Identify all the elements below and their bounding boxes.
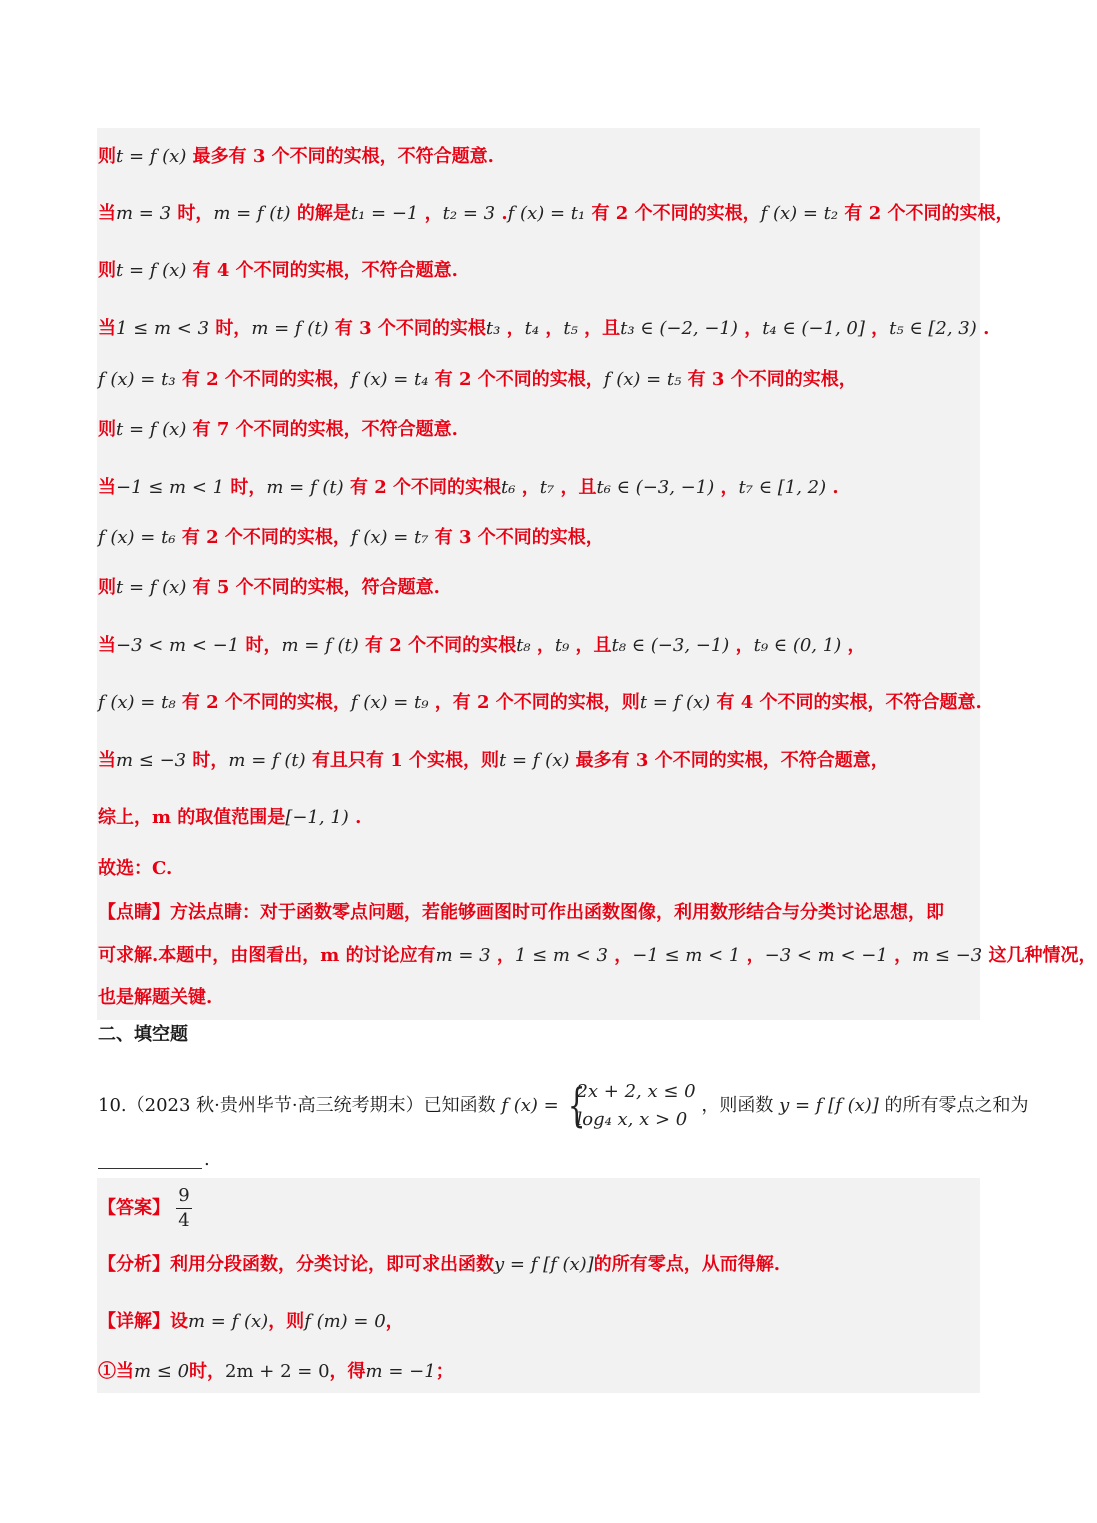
text-fragment: 则 — [98, 577, 116, 598]
detail-text-1: ，则 — [268, 1311, 305, 1332]
text-fragment: 当 — [98, 750, 116, 771]
case-text-3: ，得 — [329, 1361, 366, 1382]
solution-line — [98, 574, 980, 602]
math-expression: t₁ = −1 — [350, 203, 419, 224]
solution-line — [98, 899, 980, 927]
math-expression: t₇ ∈ [1, 2) — [738, 477, 827, 498]
text-fragment: 可求解.本题中，由图看出，m 的讨论应有 — [98, 945, 436, 966]
text-fragment: 有 3 个不同的实根， — [687, 369, 857, 390]
solution-line — [98, 747, 980, 775]
text-fragment: 有 3 个不同的实根， — [434, 527, 604, 548]
math-expression: −3 < m < −1 — [764, 945, 888, 966]
text-fragment: . — [355, 807, 362, 828]
math-expression: m = f (t) — [251, 318, 329, 339]
text-fragment: ， — [496, 945, 515, 966]
text-fragment: ， — [735, 635, 754, 656]
text-fragment: ， — [744, 318, 763, 339]
math-expression: t₄ ∈ (−1, 0] — [762, 318, 865, 339]
text-fragment: 当 — [98, 635, 116, 656]
text-fragment: 有 2 个不同的实根， — [181, 527, 351, 548]
analysis-text-1: 利用分段函数，分类讨论，即可求出函数 — [170, 1254, 494, 1275]
text-fragment: ，且 — [575, 635, 612, 656]
text-fragment: 时， — [177, 203, 214, 224]
solution-line — [98, 632, 980, 660]
answer-fraction — [176, 1184, 191, 1233]
math-expression: m = f (t) — [266, 477, 344, 498]
math-expression: t₃ — [485, 318, 501, 339]
math-expression: −1 ≤ m < 1 — [632, 945, 741, 966]
solution-line — [98, 416, 980, 444]
answer-blank — [98, 1150, 202, 1169]
detail-math-2: f (m) = 0 — [304, 1311, 386, 1332]
question-prefix: 10.（2023 秋·贵州毕节·高三统考期末）已知函数 — [98, 1095, 496, 1116]
text-fragment: 当 — [98, 318, 116, 339]
math-expression: f (x) = t₉ — [350, 692, 429, 713]
text-fragment: 时， — [230, 477, 267, 498]
function-fx: f (x) = — [501, 1095, 559, 1116]
text-fragment: 也是解题关键. — [98, 987, 213, 1008]
math-expression: t₆ — [501, 477, 516, 498]
case-math-1: m ≤ 0 — [134, 1361, 190, 1382]
text-fragment: . — [832, 477, 839, 498]
math-expression: t = f (x) — [116, 577, 187, 598]
text-fragment: 最多有 3 个不同的实根，不符合题意. — [192, 146, 494, 167]
math-expression: m ≤ −3 — [116, 750, 187, 771]
text-fragment: ， — [506, 318, 525, 339]
solution-line — [98, 257, 980, 285]
text-fragment: 当 — [98, 477, 116, 498]
text-fragment: 有 2 个不同的实根， — [181, 692, 351, 713]
math-expression: t = f (x) — [116, 146, 187, 167]
math-expression: m ≤ −3 — [912, 945, 983, 966]
analysis-line — [98, 1251, 980, 1279]
math-expression: f (x) = t₁ — [507, 203, 586, 224]
math-expression: f (x) = t₃ — [98, 369, 176, 390]
solution-line — [98, 200, 1014, 228]
math-expression: t₆ ∈ (−3, −1) — [596, 477, 715, 498]
text-fragment: . — [983, 318, 990, 339]
fraction-numerator: 9 — [176, 1184, 191, 1209]
analysis-label: 【分析】 — [98, 1254, 170, 1275]
text-fragment: ，且 — [560, 477, 597, 498]
text-fragment: 有 2 个不同的实根， — [591, 203, 761, 224]
math-expression: f (x) = t₇ — [350, 527, 429, 548]
text-fragment: 综上，m 的取值范围是 — [98, 807, 286, 828]
case-text-4: ； — [435, 1361, 454, 1382]
question-10 — [98, 1078, 1029, 1134]
math-expression: t₄ — [524, 318, 540, 339]
detail-label: 【详解】设 — [98, 1311, 188, 1332]
text-fragment: 则 — [98, 260, 116, 281]
math-expression: m = 3 — [116, 203, 172, 224]
text-fragment: ， — [871, 318, 890, 339]
solution-line — [98, 524, 980, 552]
text-fragment: 有 5 个不同的实根，符合题意. — [192, 577, 440, 598]
composite-function: y = f [f (x)] — [779, 1095, 879, 1116]
solution-line — [98, 855, 980, 883]
math-expression: 1 ≤ m < 3 — [514, 945, 608, 966]
text-fragment: 有 2 个不同的实根 — [365, 635, 517, 656]
solution-line — [98, 474, 980, 502]
text-fragment: ， — [847, 635, 866, 656]
text-fragment: 故选：C. — [98, 858, 173, 879]
math-expression: t = f (x) — [499, 750, 570, 771]
detail-math-1: m = f (x) — [188, 1311, 269, 1332]
math-expression: t = f (x) — [116, 260, 187, 281]
text-fragment: 这几种情况， — [988, 945, 1097, 966]
answer-label: 【答案】 — [98, 1197, 170, 1219]
piece-one: { 2x + 2, x ≤ 0 — [576, 1081, 696, 1102]
math-expression: [−1, 1) — [285, 807, 349, 828]
math-expression: t₃ ∈ (−2, −1) — [620, 318, 738, 339]
math-expression: t₈ — [516, 635, 531, 656]
text-fragment: ， — [746, 945, 765, 966]
detail-line — [98, 1308, 980, 1336]
text-fragment: 则 — [98, 146, 116, 167]
math-expression: t = f (x) — [116, 419, 187, 440]
text-fragment: 有且只有 1 个实根，则 — [311, 750, 500, 771]
text-fragment: 最多有 3 个不同的实根，不符合题意， — [575, 750, 889, 771]
text-fragment: 有 2 个不同的实根 — [349, 477, 501, 498]
text-fragment: 有 7 个不同的实根，不符合题意. — [192, 419, 458, 440]
math-expression: f (x) = t₄ — [350, 369, 429, 390]
text-fragment: 当 — [98, 203, 116, 224]
case-text-1: ①当 — [98, 1361, 134, 1382]
solution-line — [98, 689, 980, 717]
analysis-math: y = f [f (x)] — [494, 1254, 594, 1275]
text-fragment: 【点睛】方法点睛：对于函数零点问题，若能够画图时可作出函数图像，利用数形结合与分类讨论思想，即 — [98, 902, 944, 923]
math-expression: t₉ ∈ (0, 1) — [753, 635, 842, 656]
question-middle: ，则函数 — [701, 1095, 774, 1116]
piece-two: log₄ x, x > 0 — [576, 1109, 688, 1130]
math-expression: t₈ ∈ (−3, −1) — [611, 635, 730, 656]
text-fragment: 时， — [215, 318, 252, 339]
math-expression: f (x) = t₂ — [760, 203, 839, 224]
solution-line — [98, 984, 980, 1012]
answer-blank-line — [98, 1146, 980, 1174]
solution-line — [98, 942, 1097, 970]
piecewise-function — [564, 1078, 695, 1134]
text-fragment: ，且 — [584, 318, 621, 339]
section-heading: 二、填空题 — [98, 1024, 188, 1045]
case-math-3: m = −1 — [365, 1361, 436, 1382]
math-expression: t₉ — [554, 635, 570, 656]
math-expression: −3 < m < −1 — [116, 635, 240, 656]
text-fragment: 有 4 个不同的实根，不符合题意. — [192, 260, 458, 281]
text-fragment: 有 2 个不同的实根， — [844, 203, 1014, 224]
fraction-denominator: 4 — [178, 1210, 190, 1231]
text-fragment: 时， — [245, 635, 282, 656]
text-fragment: 则 — [98, 419, 116, 440]
case-one-line — [98, 1358, 980, 1386]
analysis-text-2: 的所有零点，从而得解. — [593, 1254, 780, 1275]
text-fragment: 有 4 个不同的实根，不符合题意. — [716, 692, 982, 713]
answer-line — [98, 1184, 980, 1233]
math-expression: 1 ≤ m < 3 — [116, 318, 210, 339]
math-expression: t = f (x) — [639, 692, 711, 713]
text-fragment: ， — [521, 477, 540, 498]
text-fragment: 有 2 个不同的实根， — [181, 369, 351, 390]
solution-line — [98, 315, 990, 343]
math-expression: t₂ = 3 — [442, 203, 496, 224]
math-expression: −1 ≤ m < 1 — [116, 477, 225, 498]
math-expression: t₅ ∈ [2, 3) — [889, 318, 977, 339]
text-fragment: ， — [424, 203, 443, 224]
solution-line — [98, 143, 980, 171]
question-suffix: 的所有零点之和为 — [884, 1095, 1029, 1116]
text-fragment: ， — [545, 318, 564, 339]
solution-line — [98, 366, 980, 394]
math-expression: m = 3 — [435, 945, 491, 966]
math-expression: t₇ — [539, 477, 555, 498]
text-fragment: 有 2 个不同的实根， — [434, 369, 604, 390]
text-fragment: ，有 2 个不同的实根，则 — [434, 692, 640, 713]
text-fragment: ， — [536, 635, 555, 656]
math-expression: f (x) = t₅ — [603, 369, 682, 390]
detail-text-2: ， — [385, 1311, 404, 1332]
math-expression: t₅ — [563, 318, 578, 339]
text-fragment: ， — [720, 477, 739, 498]
text-fragment: 时， — [192, 750, 229, 771]
math-expression: m = f (t) — [213, 203, 291, 224]
text-fragment: 的解是 — [296, 203, 351, 224]
text-fragment: ， — [614, 945, 633, 966]
case-text-2: 时， — [189, 1361, 226, 1382]
math-expression: m = f (t) — [281, 635, 359, 656]
math-expression: f (x) = t₈ — [98, 692, 176, 713]
text-fragment: . — [501, 203, 508, 224]
solution-line — [98, 804, 980, 832]
math-expression: f (x) = t₆ — [98, 527, 176, 548]
text-fragment: ， — [894, 945, 913, 966]
math-expression: m = f (t) — [228, 750, 306, 771]
blank-period: . — [204, 1149, 210, 1170]
case-math-2: 2m + 2 = 0 — [225, 1361, 330, 1382]
text-fragment: 有 3 个不同的实根 — [334, 318, 486, 339]
